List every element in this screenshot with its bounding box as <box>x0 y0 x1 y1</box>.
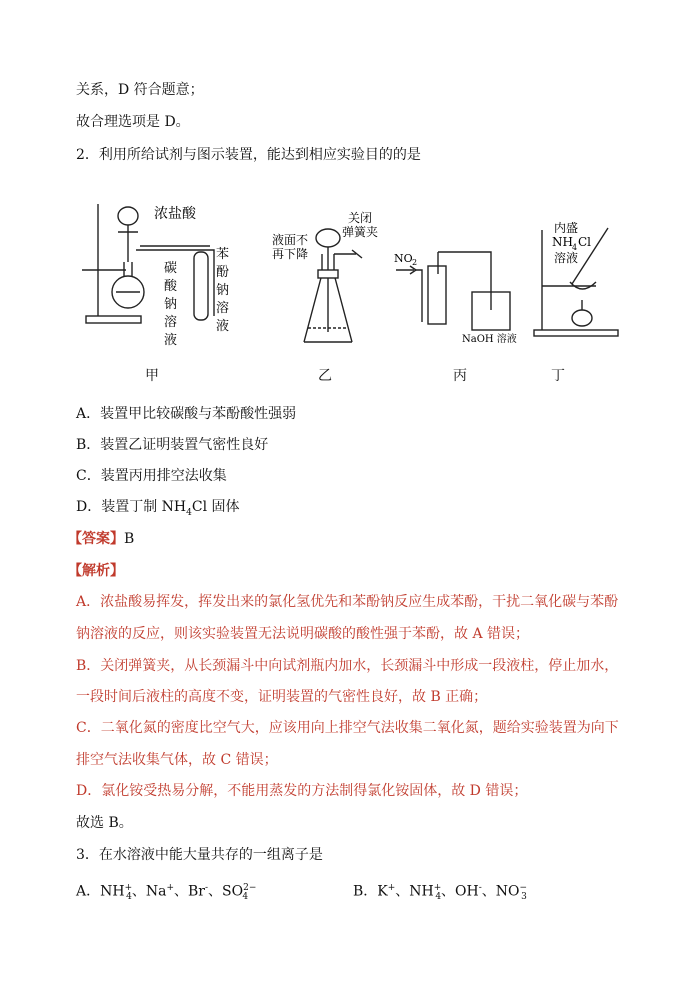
option-b: B．装置乙证明装置气密性良好 <box>76 437 269 453</box>
label-ding: 溶液 <box>554 251 579 265</box>
label-carbonate: 液 <box>164 333 178 348</box>
q3-b-text: B．K <box>353 883 388 900</box>
q3-a-text: 、SO <box>208 883 244 900</box>
label-phenolate: 钠 <box>216 283 230 298</box>
label-phenolate: 苯 <box>216 247 230 262</box>
label-phenolate: 液 <box>216 319 230 334</box>
label-no2: NO <box>394 252 413 265</box>
q3-b-text: 、NO <box>481 883 520 900</box>
explanation-b: 一段时间后液柱的高度不变，证明装置的气密性良好，故 B 正确； <box>76 689 488 705</box>
label-phenolate: 溶 <box>216 301 230 316</box>
label-carbonate: 碳 <box>164 261 178 276</box>
conclusion: 故选 B。 <box>76 815 133 831</box>
explanation-a: A．浓盐酸易挥发，挥发出来的氯化氢优先和苯酚钠反应生成苯酚，干扰二氧化碳与苯酚 <box>76 594 619 610</box>
analysis-tag: 【解析】 <box>68 563 124 579</box>
option-c: C．装置丙用排空法收集 <box>76 468 227 484</box>
option-d-post: Cl 固体 <box>191 499 240 515</box>
question-2: 2．利用所给试剂与图示装置，能达到相应实验目的的是 <box>76 147 421 163</box>
q3-b-text: 、NH <box>395 883 434 900</box>
answer-line <box>68 529 134 549</box>
q3-b-text: 、OH <box>441 883 479 900</box>
caption-jia: 甲 <box>145 368 159 384</box>
label-carbonate: 酸 <box>164 279 178 294</box>
explanation-b: B．关闭弹簧夹，从长颈漏斗中向试剂瓶内加水，长颈漏斗中形成一段液柱，停止加水， <box>76 658 619 674</box>
label-level: 再下降 <box>272 247 309 261</box>
label-hcl: 浓盐酸 <box>154 206 196 222</box>
q3-option-a: A．$NH^+_4$、Na+、Br-、$SO^{2-}_4$ <box>76 883 257 903</box>
label-ding: Cl <box>578 235 592 249</box>
q3-option-b: B．K+、$NH^+_4$、OH-、$NO^-_3$ <box>353 883 528 903</box>
explanation-a: 钠溶液的反应，则该实验装置无法说明碳酸的酸性强于苯酚，故 A 错误； <box>76 626 530 642</box>
analysis-line <box>68 561 124 581</box>
label-no2-sub: 2 <box>412 258 418 267</box>
label-phenolate: 酚 <box>216 265 230 280</box>
answer-value: B <box>124 531 135 547</box>
label-carbonate: 溶 <box>164 315 178 330</box>
option-d-pre: D．装置丁制 NH <box>76 499 187 515</box>
option-d-sub: 4 <box>186 507 192 518</box>
option-a: A．装置甲比较碳酸与苯酚酸性强弱 <box>76 406 297 422</box>
label-ding: 内盛 <box>554 221 579 235</box>
option-d <box>76 497 240 523</box>
text-line: 关系，D 符合题意； <box>76 82 204 98</box>
label-level: 液面不 <box>272 233 309 247</box>
q3-a-text: 、Br <box>174 883 205 900</box>
explanation-d: D．氯化铵受热易分解，不能用蒸发的方法制得氯化铵固体，故 D 错误； <box>76 783 528 799</box>
explanation-c: 排空气法收集气体，故 C 错误； <box>76 752 278 768</box>
caption-bing: 丙 <box>453 368 467 384</box>
text-line: 故合理选项是 D。 <box>76 114 190 130</box>
apparatus-figure <box>76 192 636 382</box>
label-naoh: NaOH 溶液 <box>462 334 517 345</box>
question-3: 3．在水溶液中能大量共存的一组离子是 <box>76 847 323 863</box>
label-carbonate: 钠 <box>164 297 178 312</box>
caption-ding: 丁 <box>551 368 565 384</box>
caption-yi: 乙 <box>318 368 332 384</box>
label-ding: NH <box>552 235 573 249</box>
label-clamp: 关闭 <box>348 211 373 225</box>
q3-a-text: A．NH <box>76 883 125 900</box>
explanation-c: C．二氧化氮的密度比空气大，应该用向上排空气法收集二氧化氮，题给实验装置为向下 <box>76 720 619 736</box>
answer-tag: 【答案】 <box>68 531 124 547</box>
q3-a-text: 、Na <box>131 883 167 900</box>
label-ding-sub: 4 <box>572 243 578 252</box>
label-clamp: 弹簧夹 <box>342 225 379 239</box>
